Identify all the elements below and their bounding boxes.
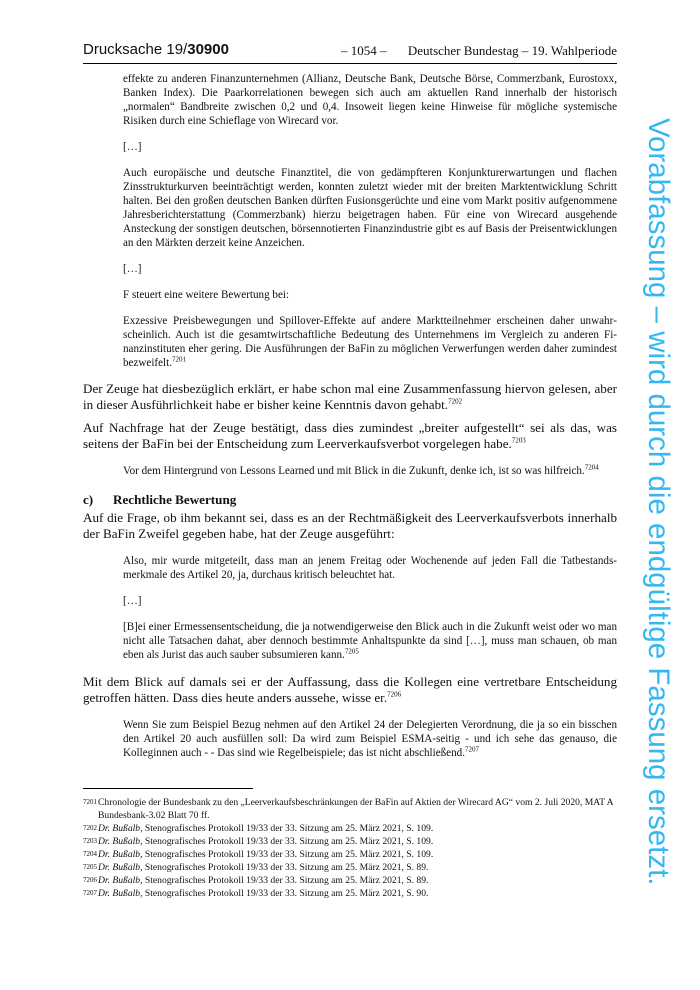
footnote-ref[interactable]: 7204 bbox=[584, 463, 599, 472]
quote-block-1 bbox=[123, 72, 617, 370]
footnote-number: 7201 bbox=[83, 798, 97, 806]
footnote-author: Dr. Bußalb bbox=[98, 822, 141, 834]
drucksache-prefix: 19/ bbox=[166, 41, 188, 58]
footnote-author: Dr. Bußalb bbox=[98, 874, 141, 886]
footnote-text bbox=[98, 823, 617, 836]
quote-block-3 bbox=[123, 554, 617, 662]
footnote-text: Chronologie der Bundesbank zu den „Leerverkaufsbeschränkungen der BaFin auf Aktien der Wirecard AG“ vom 2. Juli 2020, MAT A Bundesbank-3.02 Blatt 70 ff. bbox=[98, 797, 614, 821]
footnote-number: 7207 bbox=[83, 888, 97, 897]
footnote bbox=[83, 862, 617, 875]
quote-paragraph bbox=[123, 718, 617, 760]
footnote-text bbox=[98, 836, 617, 849]
footnote-number: 7204 bbox=[83, 849, 97, 858]
body-paragraph bbox=[83, 420, 617, 452]
body-text: Mit dem Blick auf damals sei er der Auffassung, dass die Kollegen eine vertretbare Entscheidung getroffen hätten. Dass dies heute anders aussehe, wisse er. bbox=[83, 674, 617, 705]
quote-paragraph: Also, mir wurde mitgeteilt, dass man an jenem Freitag oder Wochenende auf jeden Fall die Tatbestandsmerkmale des Artikel 20, ja, durchaus kritisch beleuchtet hat. bbox=[123, 555, 617, 581]
body-paragraph bbox=[83, 510, 617, 542]
footnote-source: , Stenografisches Protokoll 19/33 der 33. Sitzung am 25. März 2021, S. 109. bbox=[140, 835, 434, 847]
footnote-source: , Stenografisches Protokoll 19/33 der 33. Sitzung am 25. März 2021, S. 89. bbox=[140, 874, 429, 886]
footnote bbox=[83, 849, 617, 862]
footnote-ref[interactable]: 7201 bbox=[171, 355, 186, 364]
quote-paragraph bbox=[123, 314, 617, 370]
quote-block-4 bbox=[123, 718, 617, 760]
footnote bbox=[83, 875, 617, 888]
footnote-source: , Stenografisches Protokoll 19/33 der 33. Sitzung am 25. März 2021, S. 89. bbox=[140, 861, 429, 873]
section-number: c) bbox=[83, 492, 94, 507]
footnote bbox=[83, 888, 617, 901]
watermark-text: Vorabfassung – wird durch die endgültige Fassung ersetzt. bbox=[642, 118, 675, 886]
footnote-number: 7205 bbox=[83, 862, 97, 871]
quote-paragraph bbox=[123, 464, 617, 478]
quote-text: Vor dem Hintergrund von Lessons Learned und mit Blick in die Zukunft, denke ich, ist so was hilfreich. bbox=[123, 465, 585, 477]
footnote-author: Dr. Bußalb bbox=[98, 848, 141, 860]
body-text: Auf die Frage, ob ihm bekannt sei, dass es an der Rechtmäßigkeit des Leerverkaufsverbots innerhalb der BaFin Zweifel gegeben habe, hat der Zeuge ausgeführt: bbox=[83, 510, 617, 541]
footnote bbox=[83, 836, 617, 849]
footnote-text bbox=[98, 888, 617, 901]
footnote bbox=[83, 797, 617, 822]
page-header bbox=[83, 41, 617, 64]
body-paragraph bbox=[83, 674, 617, 706]
header-right-text: Deutscher Bundestag – 19. Wahlperiode bbox=[407, 43, 617, 58]
drucksache-label: Drucksache bbox=[83, 41, 163, 58]
section-title: Rechtliche Bewertung bbox=[113, 492, 237, 507]
footnote-ref[interactable]: 7206 bbox=[387, 690, 402, 699]
quote-text: Wenn Sie zum Beispiel Bezug nehmen auf den Artikel 24 der Delegierten Verordnung, die ja so ein bisschen den Artikel 20 auch ausfüllen soll: Da wird zum Beispiel ESMA-seitig - und ich sehe das genauso, die Kolleginnen auch - - Das sind wie Regelbeispiele; das ist nicht abschließend. bbox=[123, 719, 617, 759]
footnote-ref[interactable]: 7202 bbox=[448, 397, 463, 406]
main-content bbox=[83, 72, 617, 760]
drucksache-number-bold: 30900 bbox=[187, 41, 229, 58]
footnote-ref[interactable]: 7203 bbox=[511, 436, 526, 445]
section-heading bbox=[83, 492, 617, 508]
footnote-source: , Stenografisches Protokoll 19/33 der 33. Sitzung am 25. März 2021, S. 109. bbox=[140, 848, 434, 860]
footnote-text bbox=[98, 849, 617, 862]
footnote-author: Dr. Bußalb bbox=[98, 861, 141, 873]
quote-paragraph: F steuert eine weitere Bewertung bei: bbox=[123, 289, 290, 301]
footnote-ref[interactable]: 7207 bbox=[464, 745, 479, 754]
footnote-author: Dr. Bußalb bbox=[98, 835, 141, 847]
body-paragraph bbox=[83, 381, 617, 413]
quote-paragraph: Auch europäische und deutsche Finanztitel, die von gedämpfteren Konjunkturerwartungen und flachen Zinsstrukturkurven beeinträchtigt werden, konnten zuletzt wieder mit der breiten Marktentwicklung Schritt halten. Bei den großen deutschen Banken dürften Fusionsgerüchte und eine vom Markt positiv aufgenommene Jahresberichterstattung (Commerzbank) hierzu beigetragen haben. Für eine von Wirecard ausgehende Ansteckung der sonstigen deutschen, börsennotierten Finanzindustrie gibt es auf Basis der Preisentwicklungen an den Märkten derzeit keine Anzeichen. bbox=[123, 167, 617, 249]
footnote-source: , Stenografisches Protokoll 19/33 der 33. Sitzung am 25. März 2021, S. 109. bbox=[140, 822, 434, 834]
quote-paragraph: effekte zu anderen Finanzunternehmen (Allianz, Deutsche Bank, Deutsche Börse, Commerzbank, Eurostoxx, Banken Index). Die Paarkorrelationen bewegen sich auch am aktuellen Rand innerhalb der historisch „normalen“ Bandbreite zwischen 0,2 und 0,4. Insoweit liegen keine Hinweise für mögliche systemische Risiken durch eine Schieflage von Wirecard vor. bbox=[123, 73, 617, 127]
footnote-separator bbox=[83, 788, 253, 789]
footnote-source: , Stenografisches Protokoll 19/33 der 33. Sitzung am 25. März 2021, S. 90. bbox=[140, 887, 429, 899]
quote-text: Exzessive Preisbewegungen und Spillover-Effekte auf andere Marktteilnehmer erscheinen daher unwahrscheinlich. Auch ist die gesamtwirtschaftliche Bedeutung des Unternehmens im Vergleich zu anderen Finanzinstituten eher gering. Die Ausführungen der BaFin zu möglichen Verwerfungen werden daher zumindest bezweifelt. bbox=[123, 315, 617, 369]
footnote bbox=[83, 823, 617, 836]
quote-ellipsis: […] bbox=[123, 141, 142, 153]
footnote-number: 7202 bbox=[83, 823, 97, 832]
quote-paragraph bbox=[123, 620, 617, 662]
footnote-ref[interactable]: 7205 bbox=[344, 647, 359, 656]
body-text: Auf Nachfrage hat der Zeuge bestätigt, dass dies zumindest „breiter aufgestellt“ sei als das, was seitens der BaFin bei der Entscheidung zum Leerverkaufsverbot vorgelegen habe. bbox=[83, 420, 617, 451]
quote-ellipsis: […] bbox=[123, 595, 142, 607]
drucksache-number bbox=[83, 41, 229, 58]
footnotes bbox=[83, 797, 617, 901]
body-text: Der Zeuge hat diesbezüglich erklärt, er habe schon mal eine Zusammenfassung hiervon gelesen, aber in dieser Ausführlichkeit habe er bisher keine Kenntnis davon gehabt. bbox=[83, 381, 617, 412]
footnote-text bbox=[98, 875, 617, 888]
quote-text: [B]ei einer Ermessensentscheidung, die ja notwendigerweise den Blick auch in die Zukunft weist oder wo man nicht alle Tatsachen dahat, aber dennoch bestimmte Anhaltspunkte da sind […], muss man schauen, ob man eben als Jurist das auch sauber subsumieren kann. bbox=[123, 621, 617, 661]
footnote-author: Dr. Bußalb bbox=[98, 887, 141, 899]
footnote-text bbox=[98, 862, 617, 875]
footnote-number: 7206 bbox=[83, 875, 97, 884]
draft-watermark bbox=[625, 118, 691, 886]
quote-block-2 bbox=[123, 464, 617, 478]
quote-ellipsis: […] bbox=[123, 263, 142, 275]
page-number: – 1054 – bbox=[341, 43, 387, 58]
footnote-number: 7203 bbox=[83, 836, 97, 845]
